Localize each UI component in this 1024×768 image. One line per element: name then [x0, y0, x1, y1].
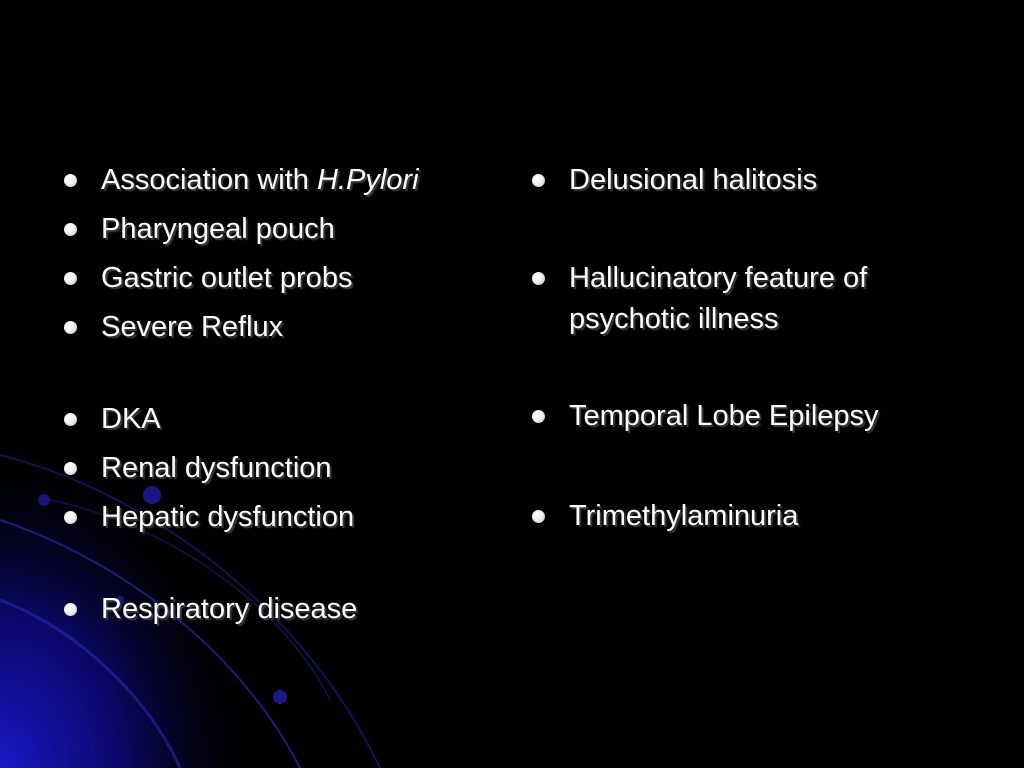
left-column: [62, 160, 502, 630]
list-item-label: Hallucinatory feature of psychotic illness: [569, 262, 868, 335]
list-item-hallucinatory: [530, 258, 969, 340]
bullet-disc-icon: [64, 174, 77, 187]
list-item-label: Pharyngeal pouch: [101, 213, 335, 245]
list-item-dka: [62, 399, 502, 440]
bullet-disc-icon: [532, 174, 545, 187]
bullet-disc-icon: [532, 510, 545, 523]
list-item-trimethylaminuria: [530, 496, 1000, 537]
bullet-disc-icon: [532, 272, 545, 285]
list-item-label: Severe Reflux: [101, 311, 284, 343]
list-item-hepatic: [62, 497, 502, 538]
bullet-disc-icon: [64, 603, 77, 616]
bullet-disc-icon: [64, 511, 77, 524]
list-item-label: Gastric outlet probs: [101, 262, 353, 294]
bullet-disc-icon: [64, 321, 77, 334]
bullet-disc-icon: [64, 462, 77, 475]
list-item-label: Temporal Lobe Epilepsy: [569, 400, 879, 432]
bullet-disc-icon: [64, 223, 77, 236]
list-item-label: Hepatic dysfunction: [101, 501, 355, 533]
bullet-disc-icon: [64, 413, 77, 426]
list-item-delusional: [530, 160, 1000, 201]
list-item-pharyngeal-pouch: [62, 209, 502, 250]
list-item-label: Renal dysfunction: [101, 452, 332, 484]
list-item-label: Respiratory disease: [101, 593, 358, 625]
list-item-label: DKA: [101, 403, 161, 435]
list-item-label: Delusional halitosis: [569, 164, 818, 196]
right-column: [530, 160, 1000, 537]
list-item-severe-reflux: [62, 307, 502, 348]
list-item-temporal-lobe: [530, 396, 1000, 437]
list-item-label: Association with: [101, 164, 317, 196]
bullet-disc-icon: [64, 272, 77, 285]
list-item-respiratory: [62, 589, 502, 630]
list-item-renal: [62, 448, 502, 489]
list-item-emphasis: H.Pylori: [317, 164, 419, 196]
list-item-gastric-outlet: [62, 258, 502, 299]
list-item-label: Trimethylaminuria: [569, 500, 799, 532]
list-item-h-pylori: [62, 160, 502, 201]
bullet-disc-icon: [532, 410, 545, 423]
